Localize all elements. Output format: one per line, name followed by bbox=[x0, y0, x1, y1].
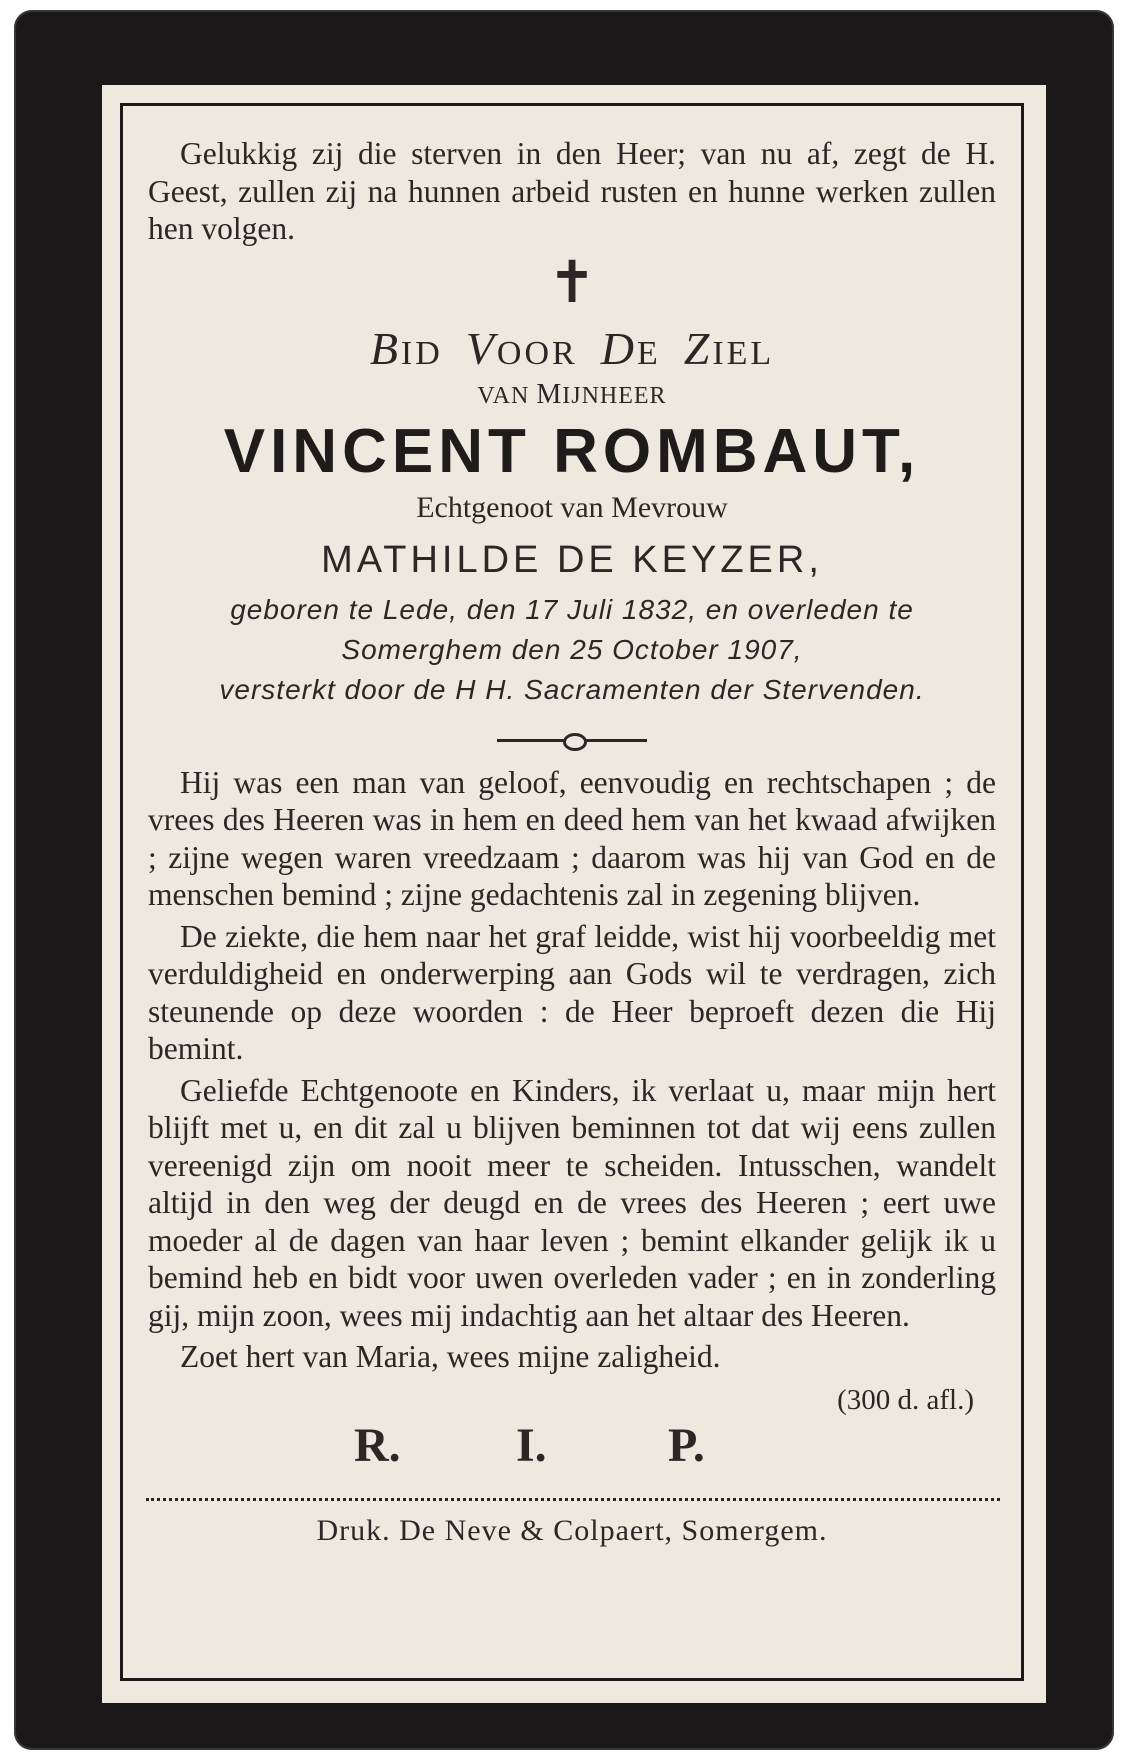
closing-prayer: Zoet hert van Maria, wees mijne zaligheid. bbox=[180, 1339, 721, 1374]
spouse-name: MATHILDE DE KEYZER, bbox=[321, 538, 823, 581]
card-content bbox=[148, 135, 996, 1551]
dotted-separator bbox=[146, 1498, 1000, 1501]
birth-line: geboren te Lede, den 17 Juli 1832, en overleden te bbox=[230, 593, 914, 625]
sacraments-line: versterkt door de H H. Sacramenten der Stervenden. bbox=[219, 673, 925, 705]
death-line: Somerghem den 25 October 1907, bbox=[341, 633, 803, 665]
eulogy-text bbox=[148, 764, 996, 1376]
memorial-card bbox=[14, 10, 1114, 1750]
card-paper bbox=[102, 85, 1046, 1703]
paragraph: Hij was een man van geloof, eenvoudig en rechtschapen ; de vrees des Heeren was in hem en deed hem van het kwaad afwijken ; zijne wegen waren vreedzaam ; daarom was hij van God en de menschen bemind ; zijne gedachtenis zal in zegening blijven. bbox=[148, 764, 996, 912]
birth-death-details bbox=[148, 590, 996, 710]
title-line: VAN MIJNHEER bbox=[477, 378, 667, 410]
prayer-heading: BID VOOR DE ZIEL bbox=[369, 322, 775, 374]
opening-verse: Gelukkig zij die sterven in den Heer; van nu af, zegt de H. Geest, zullen zij na hunnen arbeid rusten en hunne werken zullen hen volgen. bbox=[148, 136, 996, 246]
rip-line: R. I. P. bbox=[354, 1418, 705, 1472]
spouse-label: Echtgenoot van Mevrouw bbox=[416, 490, 728, 524]
deceased-name: VINCENT ROMBAUT, bbox=[223, 416, 921, 486]
ornamental-divider bbox=[497, 726, 647, 756]
indulgence-note: (300 d. afl.) bbox=[837, 1383, 974, 1416]
paragraph: De ziekte, die hem naar het graf leidde, wist hij voorbeeldig met verduldigheid en onderwerping aan Gods wil te verdragen, zich steunende op deze woorden : de Heer beproeft dezen die Hij bemint. bbox=[148, 918, 996, 1066]
paragraph: Geliefde Echtgenoote en Kinders, ik verlaat u, maar mijn hert blijft met u, en dit zal u blijven beminnen tot dat wij eens zullen vereenigd zijn om nooit meer te scheiden. Intusschen, wandelt altijd in den weg der deugd en de vrees des Heeren ; eert uwe moeder al de dagen van haar leven ; bemint elkander gelijk ik u bemind heb en bidt voor uwen overleden vader ; en in zonderling gij, mijn zoon, wees mij indachtig aan het altaar des Heeren. bbox=[148, 1072, 996, 1333]
cross-icon: ✝ bbox=[547, 249, 597, 315]
printer-credit: Druk. De Neve & Colpaert, Somergem. bbox=[316, 1513, 828, 1547]
